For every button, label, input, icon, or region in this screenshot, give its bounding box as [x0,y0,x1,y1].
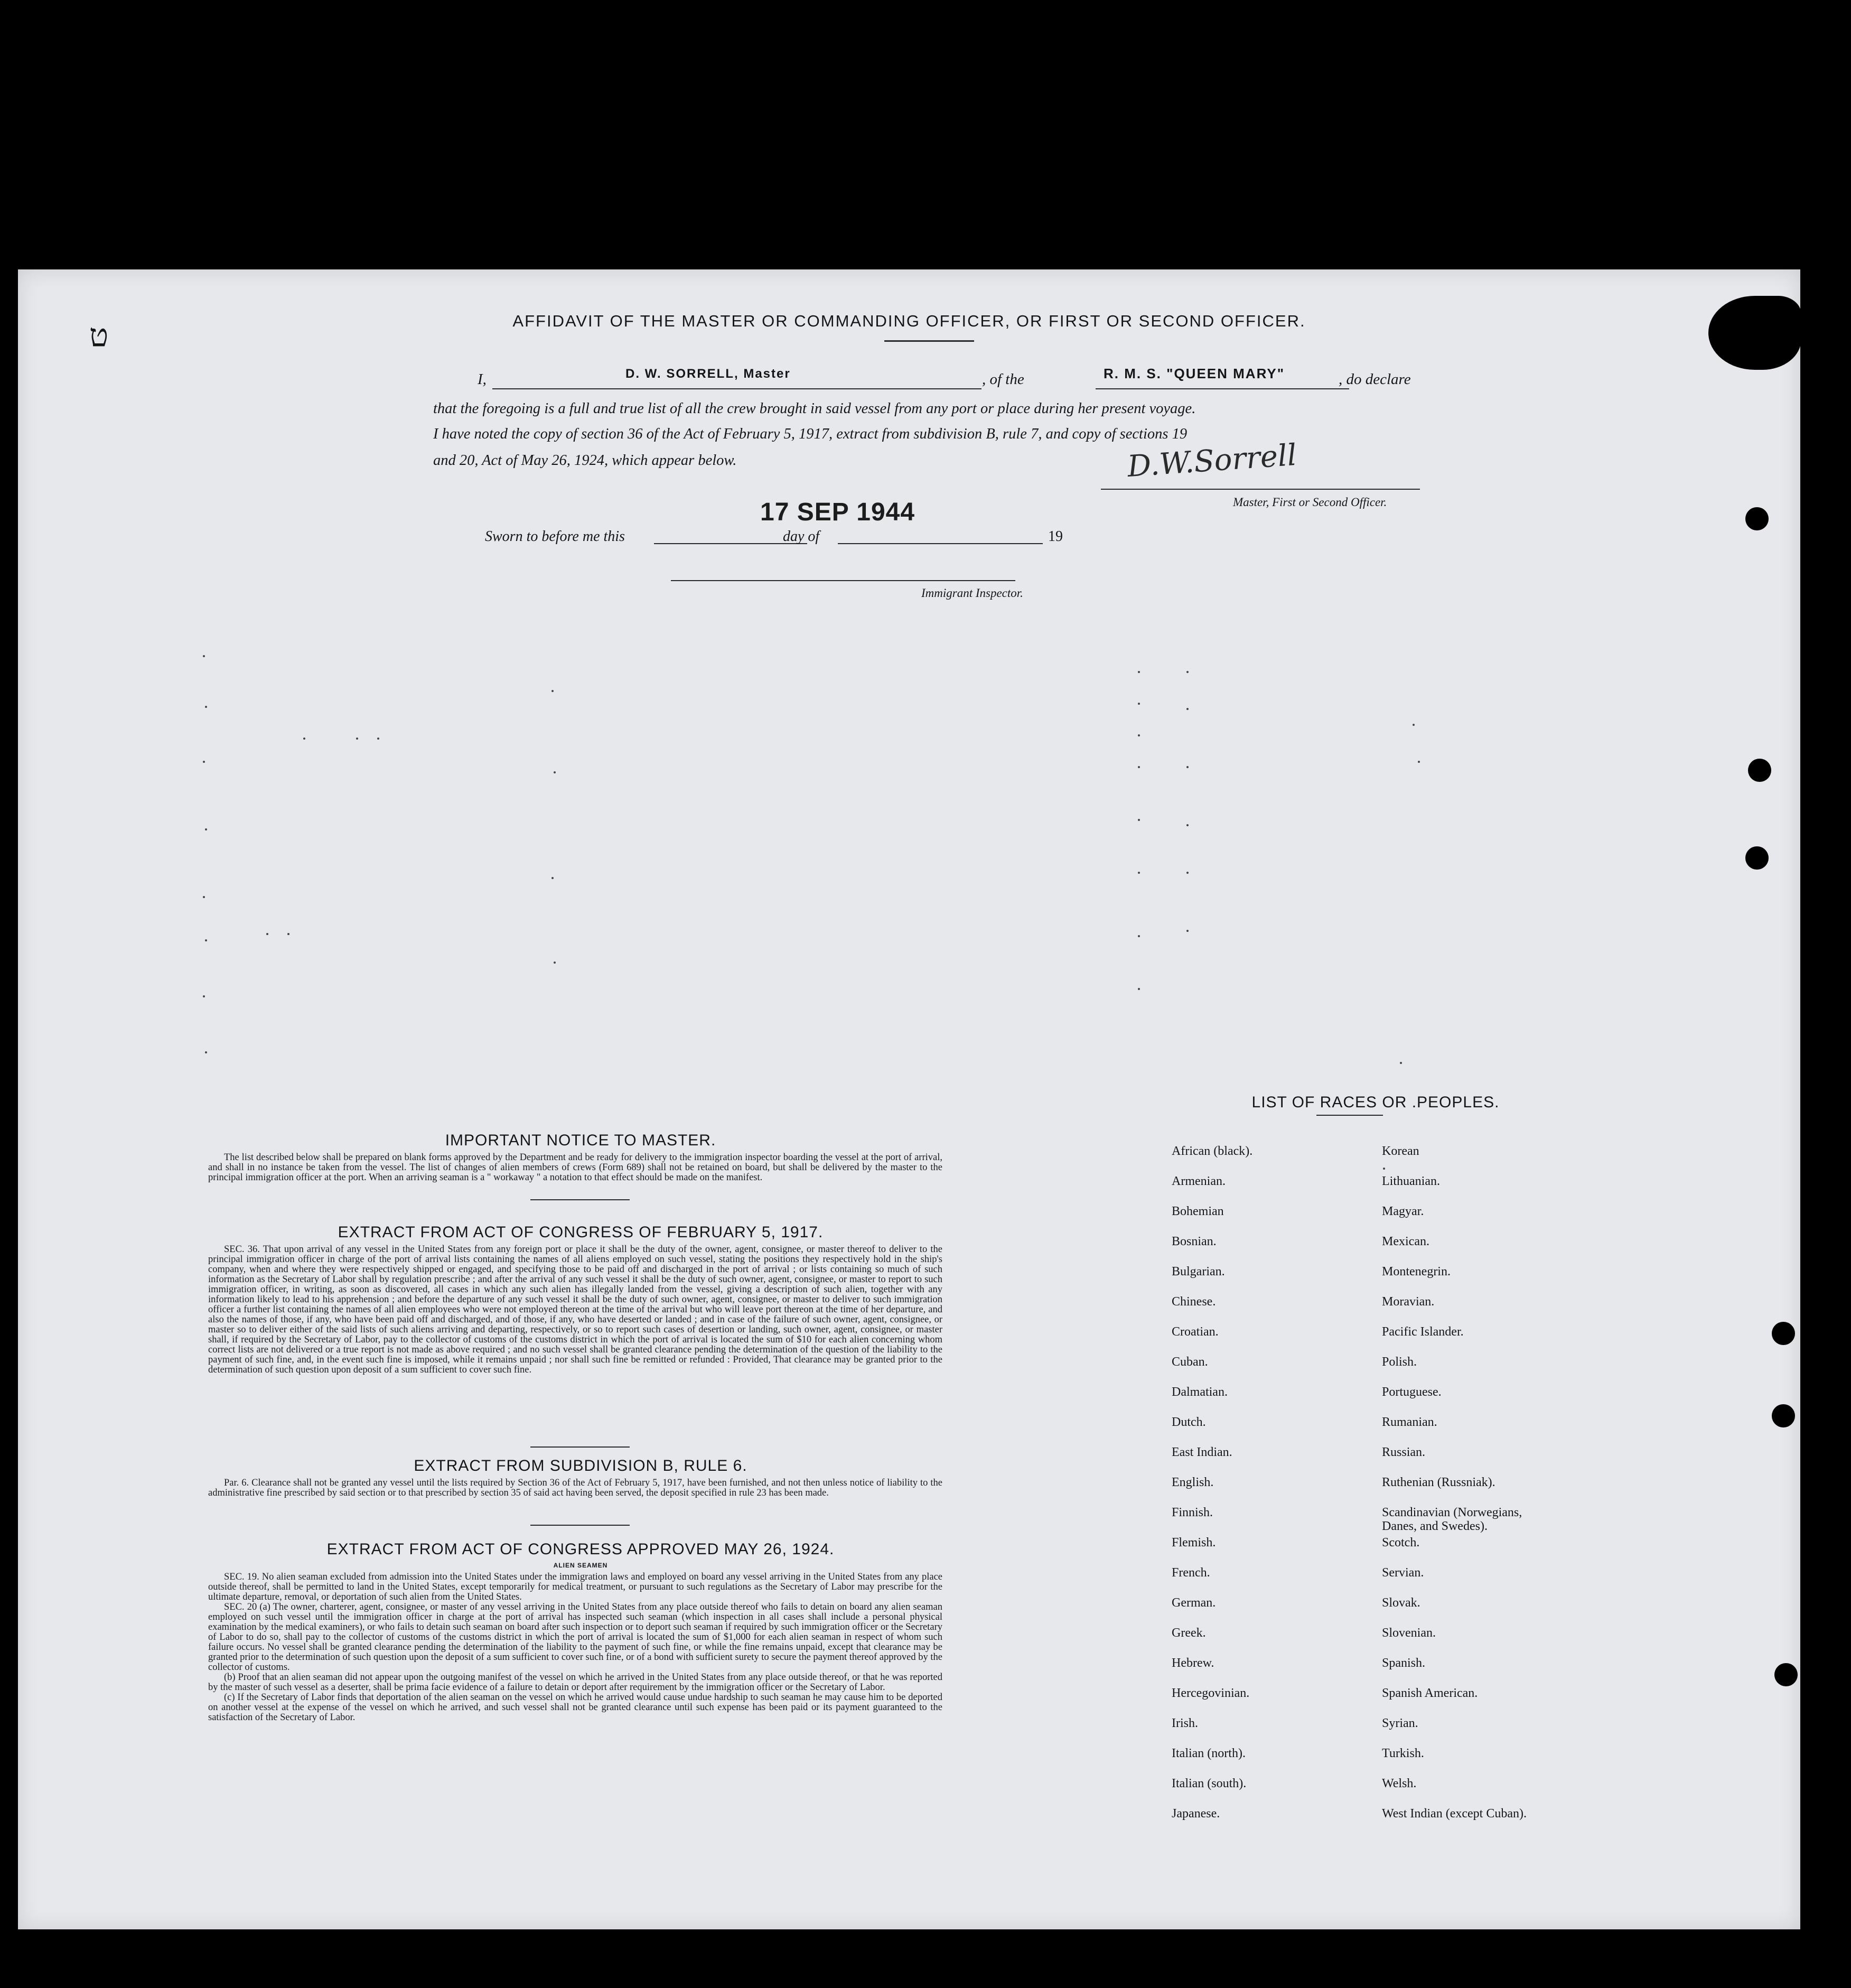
master-name-line [492,388,981,389]
extract-1917-title: EXTRACT FROM ACT OF CONGRESS OF FEBRUARY 5, 1917. [338,1224,824,1241]
race-item: West Indian (except Cuban). [1382,1807,1527,1821]
race-item: Magyar. [1382,1205,1424,1218]
master-name-field: D. W. SORRELL, Master [625,367,791,381]
races-title-underline [1316,1115,1383,1116]
extract-rule6-text: Par. 6. Clearance shall not be granted any vessel until the lists required by Section 36 of the Act of February 5, 1917, have been furnished, and not then unless notice of liability to the administrative fine prescribed by said section or to that prescribed by section 35 of said act having been served, the deposit specified in rule 23 has been made. [208,1478,942,1498]
race-item: Servian. [1382,1566,1424,1580]
sworn-prefix: Sworn to before me this [485,528,625,545]
master-signature: D.W.Sorrell [1126,437,1298,484]
race-item: East Indian. [1172,1445,1232,1459]
race-item: Irish. [1172,1716,1198,1730]
race-item: Lithuanian. [1382,1174,1440,1188]
sworn-day-of: day of [783,528,820,545]
race-item: Italian (south). [1172,1777,1247,1790]
extract-rule6-title: EXTRACT FROM SUBDIVISION B, RULE 6. [414,1457,747,1474]
inspector-signature-line [671,580,1015,581]
race-item: Slovak. [1382,1596,1420,1610]
punch-hole [1772,1404,1795,1427]
extract-1924-title: EXTRACT FROM ACT OF CONGRESS APPROVED MAY 26, 1924. [326,1541,835,1558]
race-item: Dalmatian. [1172,1385,1228,1399]
affidavit-body-line3: and 20, Act of May 26, 1924, which appear below. [433,452,737,469]
punch-hole [1745,507,1769,530]
punch-hole [1748,759,1771,782]
sec20a-text: SEC. 20 (a) The owner, charterer, agent, consignee, or master of any vessel arriving in the United States from any place outside thereof who fails to detain on board any alien seaman employed on such vessel until the immigration officer in charge at the port of arrival has inspected such seaman (which inspection in all cases shall include a personal physical examination by the medical examiners), or who fails to detain such seaman on board after such inspection or to deport such seaman if required by such immigration officer or the Secretary of Labor to do so, shall pay to the collector of customs of the customs district in which the port of arrival is located the sum of $1,000 for each alien seaman in respect of whom such failure occurs. No vessel shall be granted clearance pending the determination of the liability to the payment of such fine, or while the fine remains unpaid, except that clearance may be granted prior to the determination of such question upon the deposit of a sum sufficient to cover such fine, or of a bond with sufficient surety to secure the payment thereof approved by the collector of customs. [208,1602,942,1673]
vessel-name-line [1096,388,1349,389]
extract-1924-subtitle: ALIEN SEAMEN [553,1562,608,1569]
do-declare-text: , do declare [1339,371,1411,388]
race-item: Hercegovinian. [1172,1686,1250,1700]
punch-hole [1772,1322,1795,1345]
sworn-month-line [838,543,1043,544]
race-item: Cuban. [1172,1355,1208,1369]
vessel-name-field: R. M. S. "QUEEN MARY" [1104,366,1285,381]
affidavit-title: AFFIDAVIT OF THE MASTER OR COMMANDING OFFICER, OR FIRST OR SECOND OFFICER. [512,312,1306,330]
race-item: Mexican. [1382,1235,1429,1248]
race-item: Scandinavian (Norwegians, Danes, and Swedes). [1382,1506,1522,1533]
race-item: Montenegrin. [1382,1265,1451,1278]
race-item: Korean [1382,1144,1419,1158]
race-item: Moravian. [1382,1295,1435,1309]
race-item: Russian. [1382,1445,1426,1459]
notice-body [208,1153,942,1183]
race-item: Bosnian. [1172,1235,1217,1248]
sec19-text: SEC. 19. No alien seaman excluded from admission into the United States under the immigration laws and employed on board any vessel arriving in the United States from any place outside thereof, shall be permitted to land in the United States, except temporarily for medical treatment, or pursuant to such regulations as the Secretary of Labor may prescribe for the ultimate departure, removal, or deportation of such alien from the United States. [208,1572,942,1602]
race-item: Spanish American. [1382,1686,1478,1700]
affidavit-body-line2: I have noted the copy of section 36 of the Act of February 5, 1917, extract from subdivision B, rule 7, and copy of sections 19 [433,426,1188,442]
race-item: Greek. [1172,1626,1206,1640]
race-item: Ruthenian (Russniak). [1382,1476,1495,1489]
affidavit-body-line1: that the foregoing is a full and true list of all the crew brought in said vessel from any port or place during her present voyage. [433,400,1196,417]
race-item: Polish. [1382,1355,1417,1369]
of-the-text: , of the [982,371,1024,388]
extract-rule6-divider [530,1525,630,1526]
title-underline [884,340,974,342]
race-item: Slovenian. [1382,1626,1436,1640]
race-item: Syrian. [1382,1716,1418,1730]
sec20b-text: (b) Proof that an alien seaman did not appear upon the outgoing manifest of the vessel on which he arrived in the United States from any place outside thereof, or that he was reported by the master of such vessel as a deserter, shall be prima facie evidence of a failure to detain or deport after requirement by the immigration officer or the Secretary of Labor. [208,1672,942,1693]
inspector-caption: Immigrant Inspector. [921,586,1023,600]
affidavit-i-prefix: I, [478,371,487,388]
marginal-mark: ט [89,317,109,354]
race-item: Portuguese. [1382,1385,1442,1399]
race-item: Finnish. [1172,1506,1213,1519]
notice-text: The list described below shall be prepared on blank forms approved by the Department and be ready for delivery to the immigration inspector boarding the vessel at the port of arrival, and shall in no instance be taken from the vessel. The list of changes of alien members of crews (Form 689) shall not be retained on board, but shall be delivered by the master to the principal immigration officer at the port. When an arriving seaman is a " workaway " a notation to that effect should be made on the manifest. [208,1152,942,1183]
manifest-page [18,269,1800,1929]
punch-hole [1774,1663,1798,1686]
race-item: German. [1172,1596,1216,1610]
extract-1917-body [208,1245,942,1375]
races-title: LIST OF RACES OR .PEOPLES. [1251,1094,1500,1111]
date-stamp: 17 SEP 1944 [760,498,915,526]
race-item: Italian (north). [1172,1747,1246,1760]
race-item: Flemish. [1172,1536,1216,1550]
signer-caption: Master, First or Second Officer. [1233,496,1387,509]
torn-corner [1708,296,1801,370]
race-item: Pacific Islander. [1382,1325,1464,1339]
race-item: African (black). [1172,1144,1253,1158]
race-item: Scotch. [1382,1536,1420,1550]
race-item: Hebrew. [1172,1656,1214,1670]
race-item: French. [1172,1566,1210,1580]
signature-line [1101,489,1420,490]
sworn-year: 19 [1048,528,1063,545]
extract-1917-divider [530,1446,630,1448]
race-item: Armenian. [1172,1174,1226,1188]
notice-title: IMPORTANT NOTICE TO MASTER. [445,1132,716,1149]
race-item: Chinese. [1172,1295,1216,1309]
race-item: Japanese. [1172,1807,1220,1821]
race-item: Croatian. [1172,1325,1219,1339]
punch-hole [1745,846,1769,870]
race-item: Turkish. [1382,1747,1424,1760]
race-item: Bohemian [1172,1205,1224,1218]
race-item: Rumanian. [1382,1415,1437,1429]
race-item: Spanish. [1382,1656,1426,1670]
race-item: English. [1172,1476,1214,1489]
extract-1924-body [208,1572,942,1723]
extract-rule6-body [208,1478,942,1498]
race-item: Dutch. [1172,1415,1206,1429]
sec20c-text: (c) If the Secretary of Labor finds that deportation of the alien seaman on the vessel on which he arrived would cause undue hardship to such seaman he may cause him to be deported on another vessel at the expense of the vessel on which he arrived, and such vessel shall not be granted clearance until such expense has been paid or its payment guaranteed to the satisfaction of the Secretary of Labor. [208,1692,942,1723]
notice-divider [530,1199,630,1200]
race-item: Bulgarian. [1172,1265,1225,1278]
race-item: Welsh. [1382,1777,1417,1790]
extract-1917-text: SEC. 36. That upon arrival of any vessel in the United States from any foreign port or place it shall be the duty of the owner, agent, consignee, or master thereof to deliver to the principal immigration officer in charge of the port of arrival lists containing the names of all aliens employed on such vessel, stating the positions they respectively hold in the ship's company, when and where they were respectively shipped or engaged, and specifying those to be paid off and discharged in the port of arrival ; or lists containing so much of such information as the Secretary of Labor shall by regulation prescribe ; and after the arrival of any such vessel it shall be the duty of such owner, agent, consignee, or master to report to such immigration officer, in writing, as soon as discovered, all cases in which any such alien has illegally landed from the vessel, giving a description of such alien, together with any information likely to lead to his apprehension ; and before the departure of any such vessel it shall be the duty of such owner, agent, consignee, or master to deliver to such immigration officer a further list containing the names of all alien employees who were not employed thereon at the time of the arrival but who will leave port thereon at the time of her departure, and also the names of those, if any, who have been paid off and discharged, and of those, if any, who have deserted or landed ; and in case of the failure of such owner, agent, consignee, or master so to deliver either of the said lists of such aliens arriving and departing, respectively, or so to report such cases of desertion or landing, such owner, agent, consignee, or master shall, if required by the Secretary of Labor, pay to the collector of customs of the customs district in which the port of arrival is located the sum of $10 for each alien concerning whom correct lists are not delivered or a true report is not made as above required ; and no such vessel shall be granted clearance pending the determination of the question of the liability to the payment of such fine, and, in the event such fine is imposed, while it remains unpaid ; nor shall such fine be remitted or refunded : Provided, That clearance may be granted prior to the determination of such question upon deposit of a sum sufficient to cover such fine. [208,1244,942,1375]
